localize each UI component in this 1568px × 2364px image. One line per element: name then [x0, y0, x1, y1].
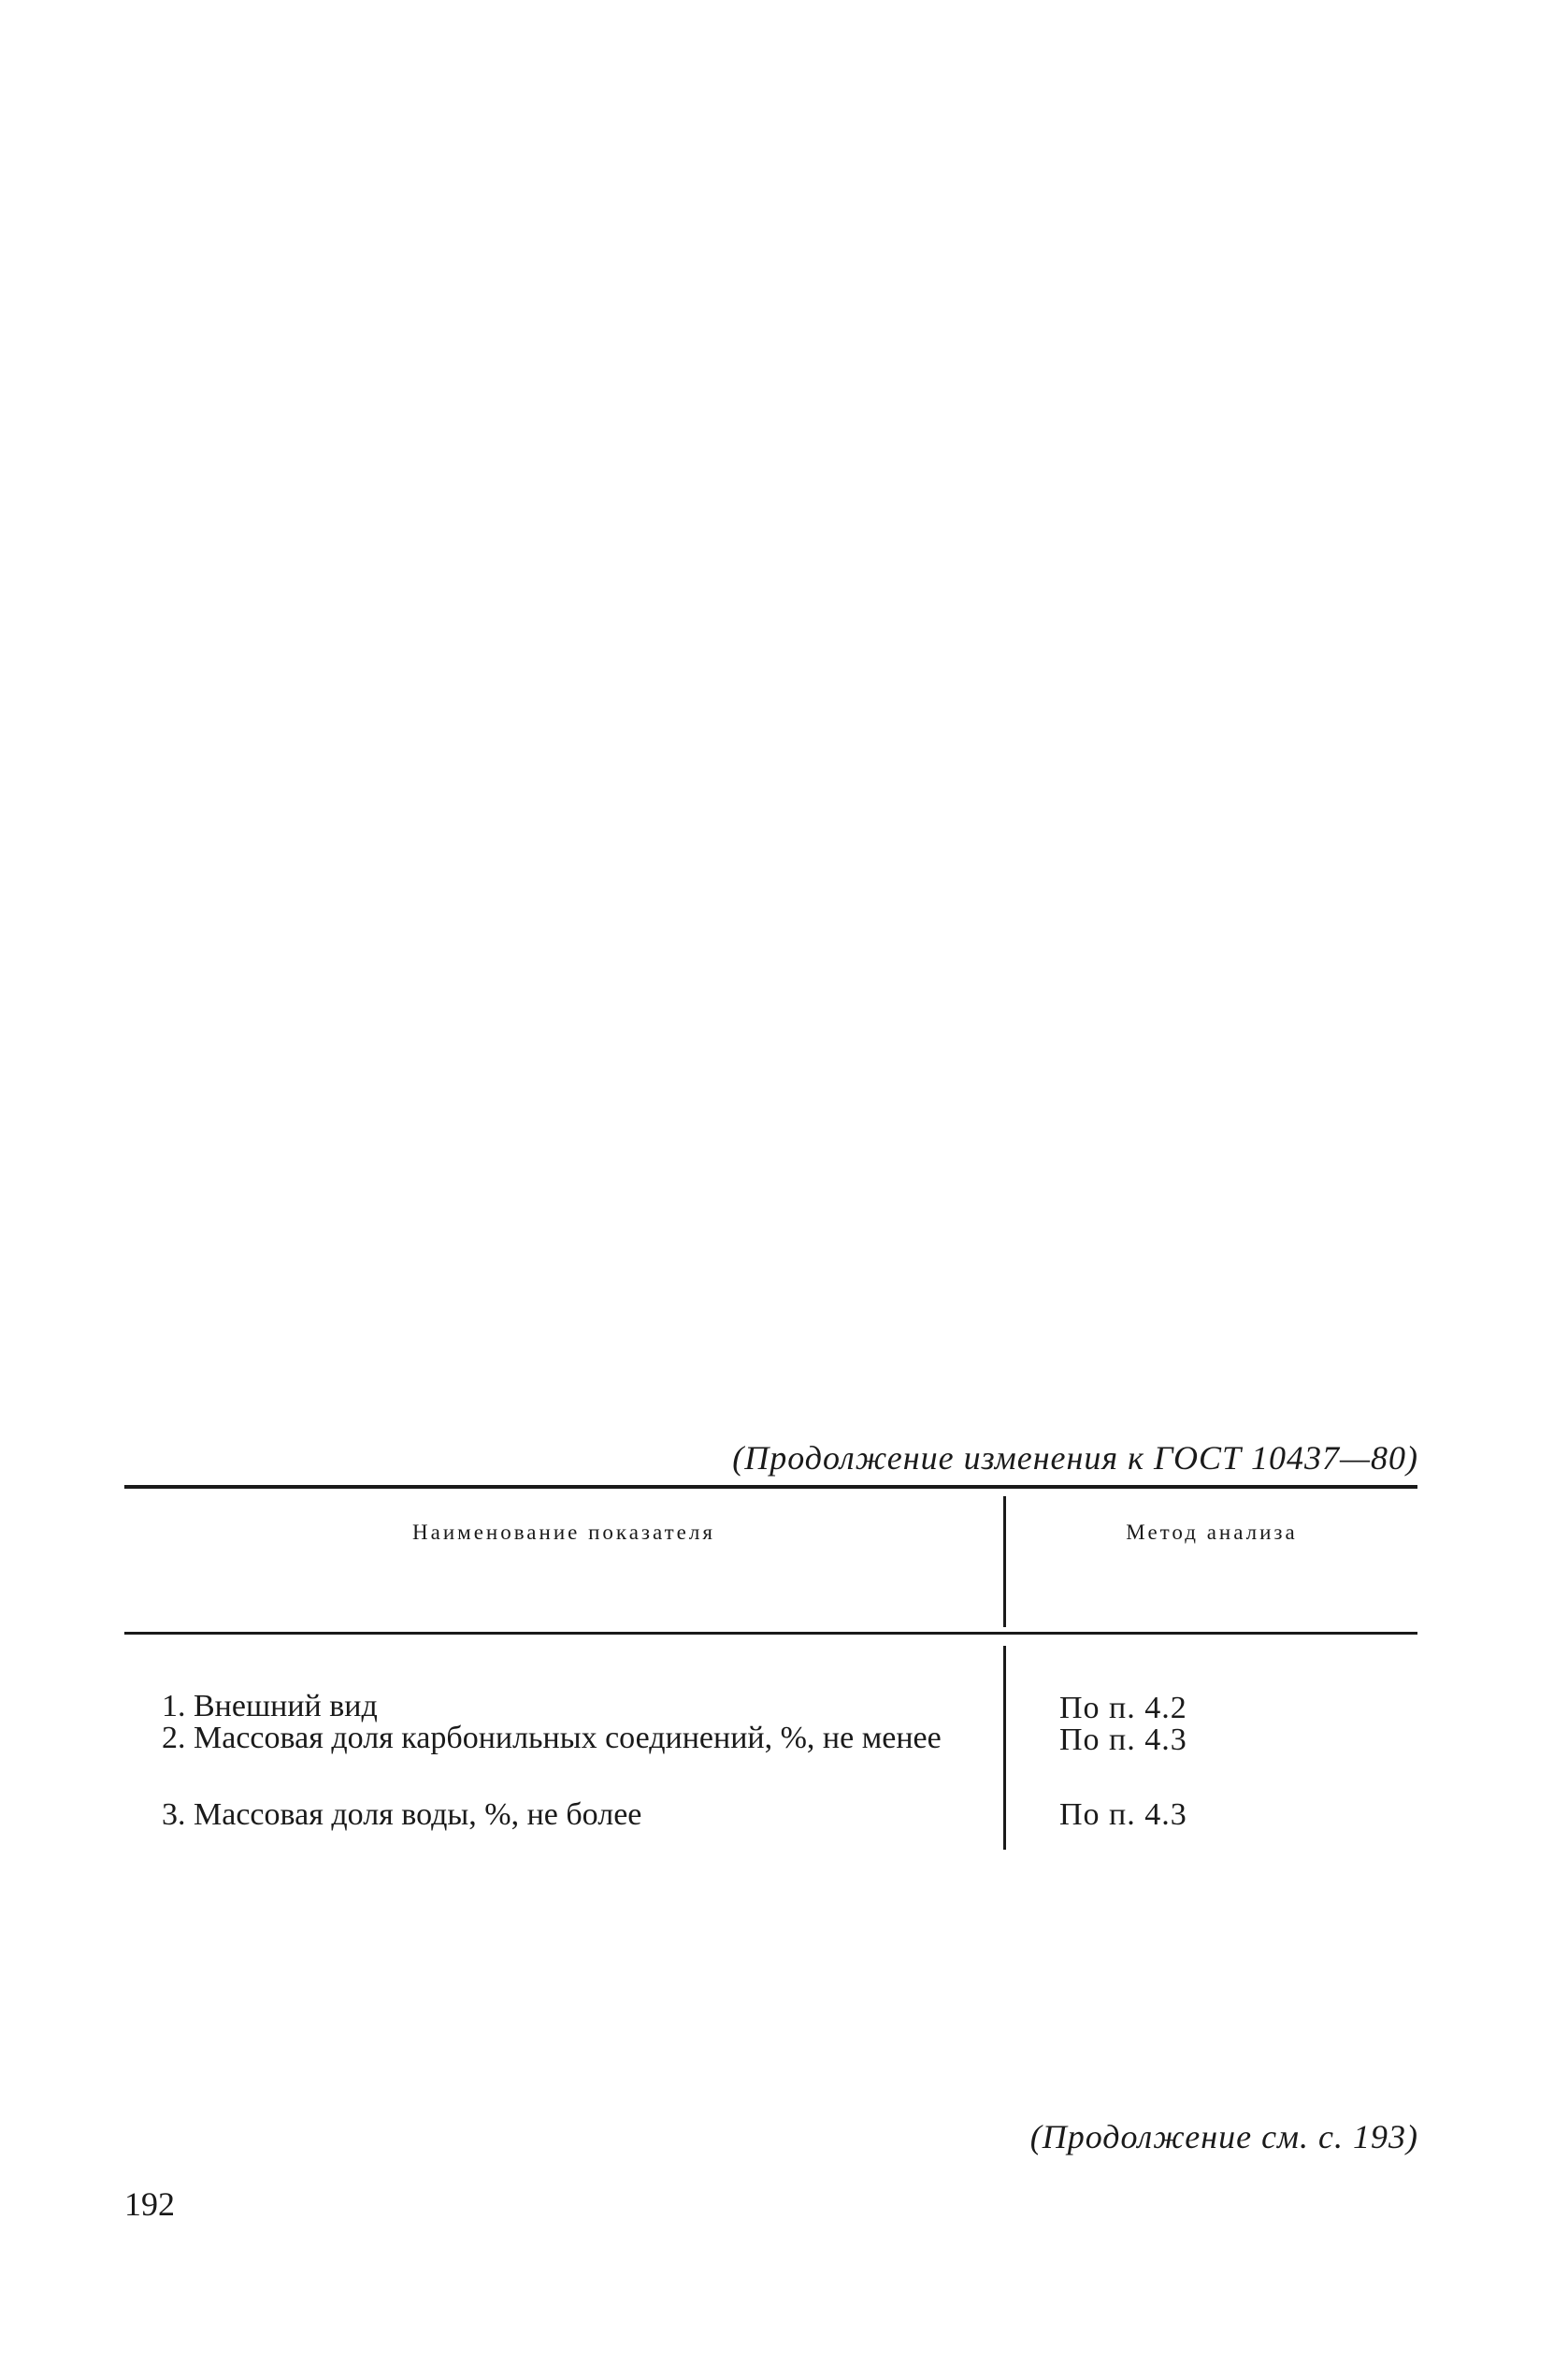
table-row	[124, 1799, 985, 1831]
column-header-method: Метод анализа	[1126, 1521, 1298, 1544]
row-number: 3.	[162, 1797, 186, 1832]
row-number: 1.	[162, 1689, 186, 1723]
row-method: По п. 4.2	[1059, 1691, 1187, 1725]
row-indicator-name: Массовая доля карбонильных соединений, %, не менее	[194, 1721, 942, 1755]
row-method: По п. 4.3	[1059, 1797, 1187, 1832]
page-number: 192	[124, 2185, 175, 2223]
continuation-header: (Продолжение изменения к ГОСТ 10437—80)	[732, 1439, 1418, 1477]
table-row	[124, 1723, 985, 1754]
indicators-table	[124, 1485, 1417, 2097]
continuation-footer: (Продолжение см. с. 193)	[1029, 2118, 1418, 2155]
header-bottom-rule	[124, 1632, 1417, 1635]
row-indicator-name: Массовая доля воды, %, не более	[194, 1797, 642, 1832]
row-indicator-name: Внешний вид	[194, 1689, 378, 1723]
table-row	[124, 1691, 985, 1723]
column-header-name: Наименование показателя	[412, 1521, 715, 1544]
table-top-rule	[124, 1485, 1417, 1489]
row-number: 2.	[162, 1721, 186, 1755]
body-column-divider	[1003, 1646, 1006, 1850]
row-method: По п. 4.3	[1059, 1723, 1187, 1757]
header-column-divider	[1003, 1496, 1006, 1627]
